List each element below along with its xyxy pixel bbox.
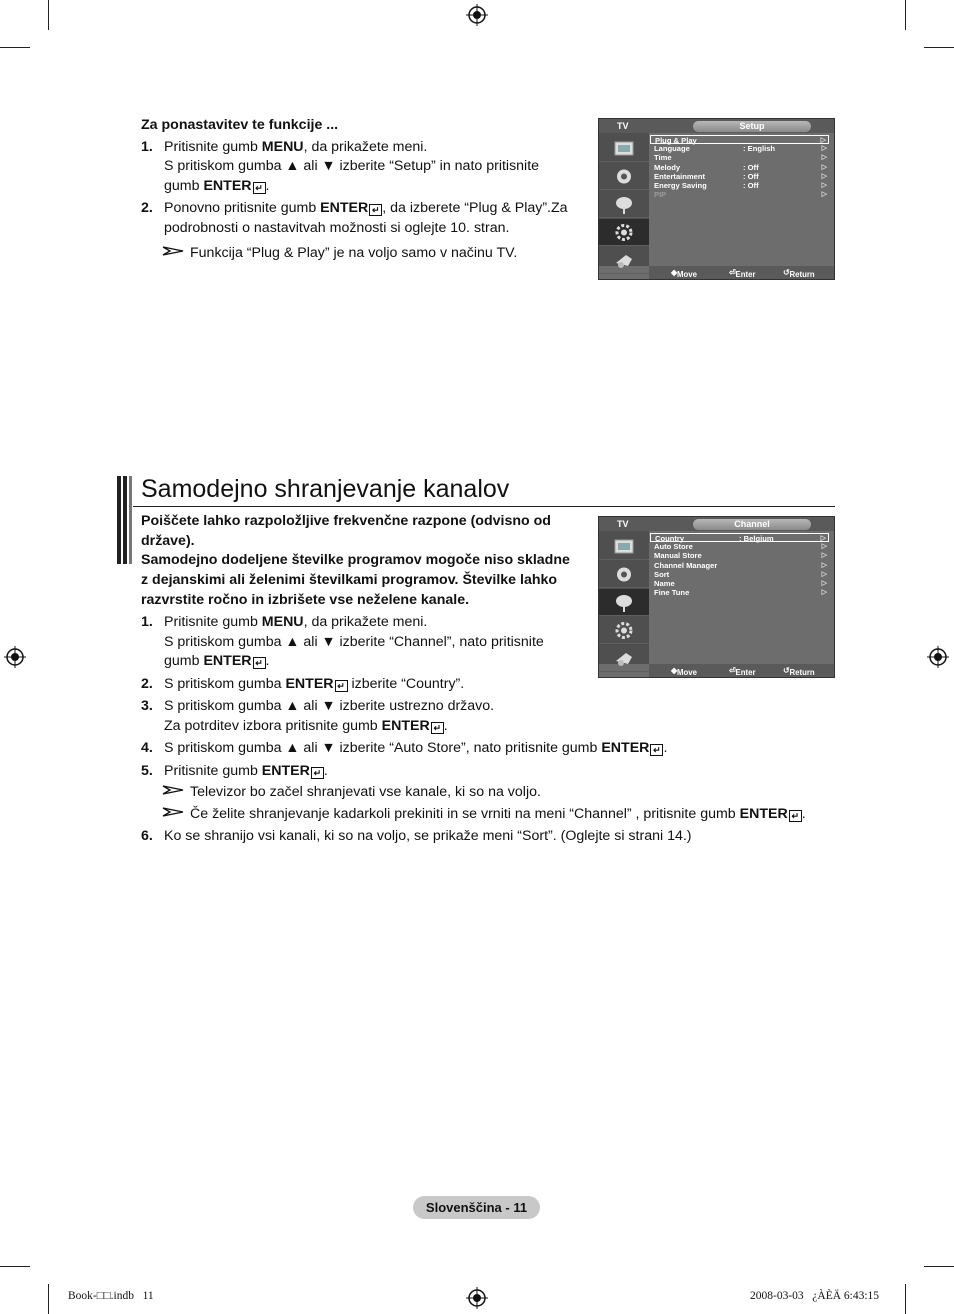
crop-mark [48, 1284, 49, 1314]
tv-label: TV [617, 519, 629, 529]
registration-mark-icon [466, 1287, 488, 1309]
print-date-info: 2008-03-03 ¿ÀÈÄ 6:43:15 [750, 1290, 880, 1302]
setup-icon[interactable] [599, 219, 649, 246]
crop-mark [0, 1266, 30, 1267]
note-arrow-icon [162, 806, 184, 818]
step-1-line-3: gumb ENTER ↵ . [164, 653, 270, 669]
note-2: Če želite shranjevanje kadarkoli prekiniti in se vrniti na meni “Channel” , pritisnite gumb ENTER ↵ . [190, 806, 806, 822]
crop-mark [905, 1284, 906, 1314]
enter-icon: ↵ [650, 744, 663, 756]
menu-item-manual-store[interactable]: Manual Store ▷ [654, 551, 827, 561]
enter-icon: ↵ [253, 182, 266, 194]
step-4-line: S pritiskom gumba ▲ ali ▼ izberite “Auto Store”, nato pritisnite gumb ENTER ↵ . [164, 740, 668, 756]
step-3-line-2: Za potrditev izbora pritisnite gumb ENTER ↵ . [164, 718, 448, 734]
enter-icon: ↵ [253, 657, 266, 669]
tv-menu-channel [598, 516, 835, 678]
step-number: 4. [141, 740, 153, 756]
menu-item-auto-store[interactable]: Auto Store ▷ [654, 542, 827, 552]
note-1: Televizor bo začel shranjevati vse kanale, ki so na voljo. [190, 784, 541, 800]
menu-title: Channel [693, 519, 811, 530]
picture-icon[interactable] [599, 135, 649, 162]
title-underline [133, 506, 835, 507]
intro-line-4: z dejanskimi ali želenimi številkami programov. Številke lahko [141, 572, 558, 588]
step-2-line: S pritiskom gumba ENTER ↵ izberite “Country”. [164, 676, 465, 692]
page-title: Samodejno shranjevanje kanalov [141, 475, 510, 503]
menu-sidebar [599, 531, 649, 664]
menu-item-fine-tune[interactable]: Fine Tune ▷ [654, 588, 827, 598]
step-3-line-1: S pritiskom gumba ▲ ali ▼ izberite ustrezno državo. [164, 698, 495, 714]
return-hint: ↺ Return [783, 268, 815, 279]
step-1-line-2: S pritiskom gumba ▲ ali ▼ izberite “Channel”, nato pritisnite [164, 634, 544, 650]
input-icon[interactable] [599, 247, 649, 274]
step-number: 1. [141, 139, 153, 155]
menu-sidebar [599, 133, 649, 266]
registration-mark-icon [927, 646, 949, 668]
enter-icon: ↵ [369, 204, 382, 216]
menu-item-entertainment[interactable]: Entertainment : Off ▷ [654, 171, 827, 181]
menu-item-language[interactable]: Language : English ▷ [654, 144, 827, 154]
menu-item-sort[interactable]: Sort ▷ [654, 569, 827, 579]
step-1 [141, 137, 153, 157]
menu-items [650, 135, 829, 199]
menu-item-plug-play[interactable]: Plug & Play ▷ [650, 135, 829, 144]
note-arrow-icon [162, 245, 184, 257]
crop-mark [48, 0, 49, 30]
menu-item-energy-saving[interactable]: Energy Saving : Off ▷ [654, 180, 827, 190]
print-file-info: Book-□□.indb 11 [68, 1290, 154, 1302]
step-6-line: Ko se shranijo vsi kanali, ki so na voljo, se prikaže meni “Sort”. (Oglejte si strani 14.) [164, 828, 692, 844]
menu-item-country[interactable]: Country : Belgium ▷ [650, 533, 829, 542]
menu-item-melody[interactable]: Melody : Off ▷ [654, 162, 827, 172]
channel-icon[interactable] [599, 191, 649, 218]
step-2-line-2: podrobnosti o nastavitvah možnosti si oglejte 10. stran. [164, 220, 510, 236]
title-bar-accent [117, 476, 121, 564]
menu-item-time[interactable]: Time ▷ [654, 153, 827, 163]
picture-icon[interactable] [599, 533, 649, 560]
channel-icon[interactable] [599, 589, 649, 616]
step-number: 2. [141, 676, 153, 692]
menu-item-pip[interactable]: PIP ▷ [654, 190, 827, 200]
step-number: 3. [141, 698, 153, 714]
crop-mark [905, 0, 906, 30]
step-number: 5. [141, 763, 153, 779]
menu-footer [649, 266, 834, 279]
intro-line-2: države). [141, 533, 195, 549]
menu-item-name[interactable]: Name ▷ [654, 578, 827, 588]
menu-footer [649, 664, 834, 677]
title-bar-accent [123, 476, 127, 564]
step-number: 1. [141, 614, 153, 630]
page-number-badge: Slovenščina - 11 [413, 1196, 540, 1219]
crop-mark [924, 47, 954, 48]
note-arrow-icon [162, 784, 184, 796]
enter-icon: ↵ [311, 767, 324, 779]
tv-label: TV [617, 121, 629, 131]
menu-item-channel-manager[interactable]: Channel Manager ▷ [654, 560, 827, 570]
enter-hint: ⏎ Enter [729, 666, 756, 677]
sound-icon[interactable] [599, 561, 649, 588]
enter-hint: ⏎ Enter [729, 268, 756, 279]
step-2-line-1: Ponovno pritisnite gumb ENTER ↵ , da izberete “Plug & Play”.Za [164, 200, 568, 216]
tv-menu-setup [598, 118, 835, 280]
intro-line-5: razvrstite ročno in izbrišete vse neželene kanale. [141, 592, 470, 608]
note-text: Funkcija “Plug & Play” je na voljo samo v načinu TV. [190, 245, 518, 261]
input-icon[interactable] [599, 645, 649, 672]
step-1-line-2: S pritiskom gumba ▲ ali ▼ izberite “Setup” in nato pritisnite [164, 158, 540, 174]
step-5-line: Pritisnite gumb ENTER ↵ . [164, 763, 328, 779]
enter-icon: ↵ [335, 680, 348, 692]
step-1-line-1: Pritisnite gumb MENU, da prikažete meni. [164, 139, 428, 155]
crop-mark [0, 47, 30, 48]
sound-icon[interactable] [599, 163, 649, 190]
return-hint: ↺ Return [783, 666, 815, 677]
setup-icon[interactable] [599, 617, 649, 644]
enter-icon: ↵ [431, 722, 444, 734]
enter-icon: ↵ [789, 810, 802, 822]
crop-mark [924, 1266, 954, 1267]
section1-heading: Za ponastavitev te funkcije ... [141, 117, 339, 133]
move-hint: ◆ Move [671, 666, 697, 677]
step-2: 2. [141, 200, 153, 216]
step-number: 6. [141, 828, 153, 844]
intro-line-3: Samodejno dodeljene številke programov mogoče niso skladne [141, 552, 570, 568]
menu-title: Setup [693, 121, 811, 132]
step-1-line-1: Pritisnite gumb MENU, da prikažete meni. [164, 614, 428, 630]
step-1-line-3: gumb ENTER ↵ . [164, 178, 270, 194]
registration-mark-icon [466, 4, 488, 26]
registration-mark-icon [4, 646, 26, 668]
menu-items [650, 533, 829, 597]
intro-line-1: Poiščete lahko razpoložljive frekvenčne razpone (odvisno od [141, 513, 551, 529]
move-hint: ◆ Move [671, 268, 697, 279]
title-bar-accent [129, 476, 132, 564]
